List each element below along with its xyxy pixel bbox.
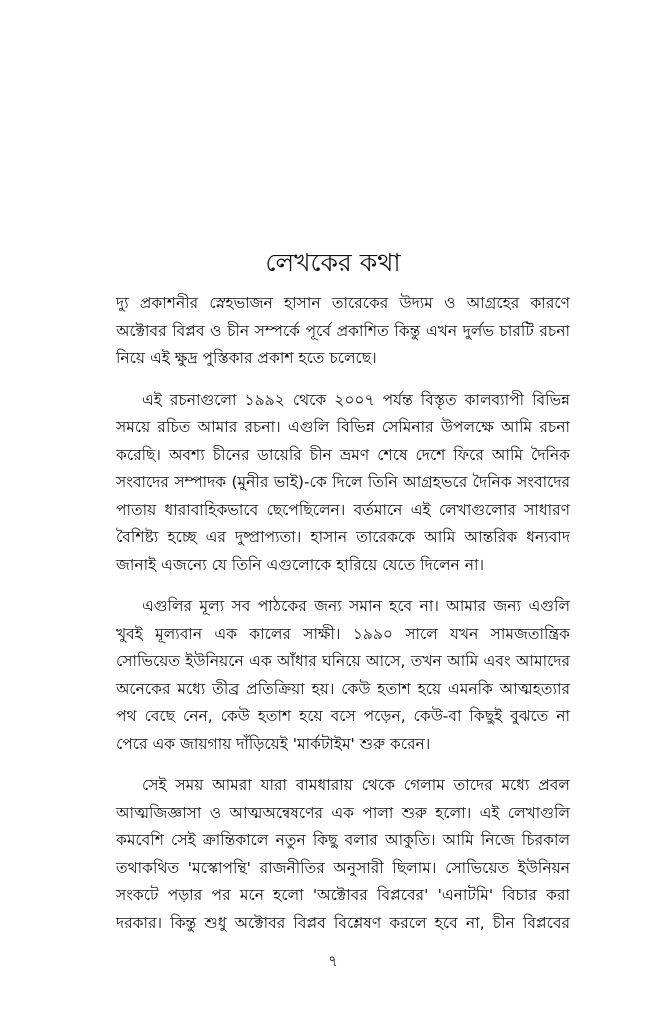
paragraph-2: এই রচনাগুলো ১৯৯২ থেকে ২০০৭ পর্যন্ত বিস্তৃত কালব্যাপী বিভিন্ন সময়ে রচিত আমার রচনা। এগুলি বিভিন্ন সেমিনার উপলক্ষে আমি রচনা করেছি। অবশ্য চীনের ডায়েরি চীন ভ্রমণ শেষে দেশে ফিরে আমি দৈনিক সংবাদের সম্পাদক (মুনীর ভাই)-কে দিলে তিনি আগ্রহভরে দৈনিক সংবাদের পাতায় ধারাবাহিকভাবে ছেপেছিলেন। বর্তমানে এই লেখাগুলোর সাধারণ বৈশিষ্ট্য হচ্ছে এর দুষ্প্রাপ্যতা। হাসান তারেককে আমি আন্তরিক ধন্যবাদ জানাই এজন্যে যে তিনি এগুলোকে হারিয়ে যেতে দিলেন না। <box>116 390 570 574</box>
page-title: লেখকের কথা <box>265 247 401 277</box>
paragraph-3: এগুলির মূল্য সব পাঠকের জন্য সমান হবে না। আমার জন্য এগুলি খুবই মূল্যবান এক কালের সাক্ষী। ১৯৯০ সালে যখন সামজতান্ত্রিক সোভিয়েত ইউনিয়নে এক আঁধার ঘনিয়ে আসে, তখন আমি এবং আমাদের অনেকের মধ্যে তীব্র প্রতিক্রিয়া হয়। কেউ হতাশ হয়ে এমনকি আত্মহত্যার পথ বেছে নেন, কেউ হতাশ হয়ে বসে পড়েন, কেউ-বা কিছুই বুঝতে না পেরে এক জায়গায় দাঁড়িয়েই 'মার্কটাইম' শুরু করেন। <box>116 597 570 753</box>
page-number: ৭ <box>328 952 338 970</box>
body-text <box>116 290 570 951</box>
paragraph-1: দ্যু প্রকাশনীর স্নেহভাজন হাসান তারেকের উদ্যম ও আগ্রহের কারণে অক্টোবর বিপ্লব ও চীন সম্পর্কে পূর্বে প্রকাশিত কিন্তু এখন দুর্লভ চারটি রচনা নিয়ে এই ক্ষুদ্র পুস্তিকার প্রকাশ হতে চলেছে। <box>116 294 570 367</box>
paragraph-4: সেই সময় আমরা যারা বামধারায় থেকে গেলাম তাদের মধ্যে প্রবল আত্মজিজ্ঞাসা ও আত্মঅন্বেষণের এক পালা শুরু হলো। এই লেখাগুলি কমবেশি সেই ক্রান্তিকালে নতুন কিছু বলার আকুতি। আমি নিজে চিরকাল তথাকথিত 'মস্কোপন্থি' রাজনীতির অনুসারী ছিলাম। সোভিয়েত ইউনিয়ন সংকটে পড়ার পর মনে হলো 'অক্টোবর বিপ্লবের' 'এনাটমি' বিচার করা দরকার। কিন্তু শুধু অক্টোবর বিপ্লব বিশ্লেষণ করলে হবে না, চীন বিপ্লবের <box>116 776 570 932</box>
